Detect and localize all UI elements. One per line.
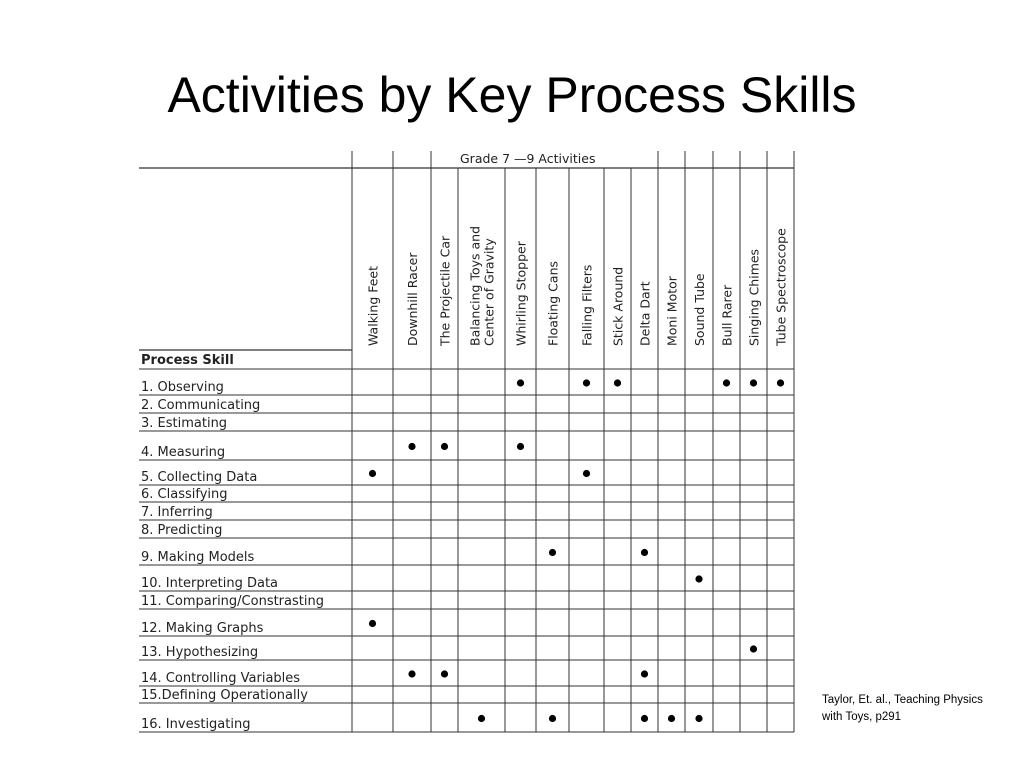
activity-skill-mark [369,620,376,627]
skill-label: 10. Interpreting Data [141,576,279,591]
activity-skill-mark [583,470,590,477]
activity-skill-mark [668,715,675,722]
activity-skill-mark [641,549,648,556]
activity-label: Tube Spectroscope [773,228,789,346]
slide-title: Activities by Key Process Skills [167,67,857,123]
skill-label: 7. Inferring [141,505,213,520]
activity-skill-mark [750,379,757,386]
skill-label: 8. Predicting [141,523,223,538]
activity-skill-mark [441,670,448,677]
activity-label: Bull Rarer [719,284,735,346]
activity-skill-mark [583,379,590,386]
skill-label: 12. Making Graphs [141,621,264,636]
skill-label: 2. Communicating [141,398,261,413]
activity-skill-mark [641,670,648,677]
skill-label: 11. Comparing/Constrasting [141,594,324,609]
skill-label: 5. Collecting Data [141,470,258,485]
skill-label: 4. Measuring [141,445,226,460]
activity-label: Sound Tube [692,273,707,346]
activity-skill-mark [408,443,415,450]
activity-label: Moni Motor [664,276,680,346]
activity-skill-mark [549,549,556,556]
grade-header: Grade 7 —9 Activities [460,151,596,166]
activity-label: Stick Around [610,266,626,346]
activity-skill-mark [408,670,415,677]
activity-skill-mark [614,379,621,386]
skill-label: 1. Observing [141,380,224,395]
citation [822,692,1022,726]
skill-label: 13. Hypothesizing [141,645,259,660]
activity-skill-mark [549,715,556,722]
activity-label: Whirling Stopper [513,241,529,346]
skill-label: 14. Controlling Variables [141,671,301,686]
activity-skill-mark [441,443,448,450]
activity-skill-mark [641,715,648,722]
activity-skill-mark [695,575,702,582]
activity-label: Center of Gravity [481,238,497,346]
skill-label: 6. Classifying [141,487,228,502]
activity-skill-mark [369,470,376,477]
activity-label: Floating Cans [545,261,561,346]
activity-skill-mark [517,379,524,386]
activity-skill-mark [695,715,702,722]
activity-skill-mark [517,443,524,450]
activity-skill-mark [750,645,757,652]
activity-skill-mark [478,715,485,722]
skill-label: 3. Estimating [141,416,228,431]
activity-skill-mark [723,379,730,386]
activity-label: Delta Dart [637,281,653,346]
skill-label: 9. Making Models [141,550,255,565]
skill-label: 16. Investigating [141,717,251,732]
activity-label: Falling Filters [579,264,595,346]
activity-skill-mark [777,379,784,386]
skill-label: 15.Defining Operationally [141,688,308,703]
activity-label: Singing Chimes [746,248,762,346]
activity-label: Downhill Racer [405,252,420,346]
activity-label: Balancing Toys and [467,225,483,346]
citation-line-2: with Toys, p291 [822,711,902,723]
activity-label: Walking Feet [365,265,381,346]
citation-line-1: Taylor, Et. al., Teaching Physics [822,694,983,706]
activity-label: The Projectile Car [437,235,453,346]
process-skill-heading: Process Skill [141,353,234,368]
